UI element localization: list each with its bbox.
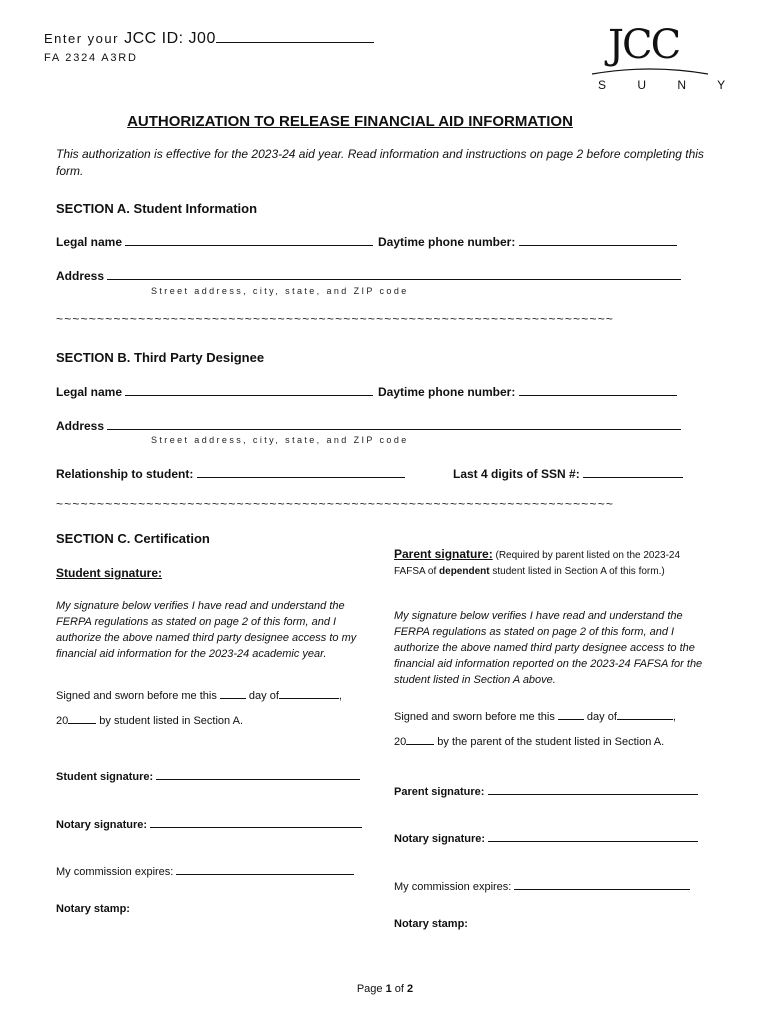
address-label: Address [56, 419, 105, 433]
relationship-row [56, 465, 405, 481]
sworn-text: by the parent of the student listed in Section A. [434, 736, 665, 748]
address-label: Address [56, 269, 105, 283]
student-sworn-year-input[interactable] [68, 711, 96, 724]
phone-label: Daytime phone number: [378, 385, 516, 399]
student-commission-input[interactable] [176, 862, 354, 875]
parent-signature-header [394, 546, 704, 580]
parent-notary-signature-input[interactable] [488, 829, 698, 842]
page-num: 1 [385, 983, 392, 995]
page-title: AUTHORIZATION TO RELEASE FINANCIAL AID INFORMATION [127, 113, 573, 130]
notary-sig-label: Notary signature: [56, 819, 148, 831]
parent-sworn-line-2 [394, 732, 664, 748]
section-b-phone-row [378, 383, 677, 399]
legal-name-label: Legal name [56, 385, 123, 399]
ssn-row [453, 465, 683, 481]
parent-sworn-day-input[interactable] [558, 707, 584, 720]
section-a-legal-name-row [56, 233, 373, 249]
legal-name-label: Legal name [56, 235, 123, 249]
parent-notary-stamp-label: Notary stamp: [394, 918, 468, 930]
intro-text: This authorization is effective for the 2023-24 aid year. Read information and instructions on page 2 before completing this form. [56, 147, 704, 178]
ssn-input[interactable] [583, 465, 683, 478]
parent-statement: My signature below verifies I have read and understand the FERPA regulations as stated on page 2 of this form, and I authorize the above named third party designee access to the financial aid information reported on the 2023-24 FAFSA for the student listed in Section A above. [394, 610, 703, 686]
address-hint: Street address, city, state, and ZIP code [151, 435, 409, 445]
commission-label: My commission expires: [56, 866, 174, 878]
ssn-label: Last 4 digits of SSN #: [453, 467, 580, 481]
jcc-id-field[interactable] [44, 30, 374, 48]
phone-label: Daytime phone number: [378, 235, 516, 249]
parent-note-c: student listed in Section A of this form.) [489, 566, 665, 577]
section-b-heading: SECTION B. Third Party Designee [56, 350, 265, 365]
sworn-text: day of [583, 711, 617, 723]
address-hint: Street address, city, state, and ZIP code [151, 286, 409, 296]
sworn-text: Signed and sworn before me this [394, 711, 558, 723]
jcc-id-prefix: Enter your [44, 31, 125, 46]
student-signature-title: Student signature: [56, 566, 163, 580]
student-statement: My signature below verifies I have read and understand the FERPA regulations as stated on page 2 of this form, and I authorize the above named third party designee access to my financial aid information for the 2023-24 academic year. [56, 600, 357, 660]
page-number [0, 983, 770, 995]
student-legal-name-input[interactable] [125, 233, 373, 246]
jcc-id-label: JCC ID: J00 [124, 30, 216, 47]
logo-main-text: JCC [608, 22, 680, 68]
student-commission-row [56, 862, 354, 878]
section-b-legal-name-row [56, 383, 373, 399]
parent-sworn-month-input[interactable] [617, 707, 673, 720]
relationship-label: Relationship to student: [56, 467, 194, 481]
student-sworn-line-1: Signed and sworn before me this day of , [56, 686, 342, 702]
student-sworn-month-input[interactable] [279, 686, 339, 699]
of-word: of [391, 983, 408, 995]
sworn-text: day of [245, 690, 279, 702]
commission-label: My commission expires: [394, 881, 512, 893]
designee-legal-name-input[interactable] [125, 383, 373, 396]
parent-sig-label: Parent signature: [394, 786, 485, 798]
parent-notary-row [394, 829, 698, 845]
student-sworn-line-2 [56, 711, 243, 727]
student-sworn-day-input[interactable] [220, 686, 246, 699]
parent-commission-input[interactable] [514, 877, 690, 890]
jcc-id-line[interactable] [216, 30, 374, 43]
notary-sig-label: Notary signature: [394, 833, 486, 845]
logo-sub-text: S U N Y [598, 78, 740, 92]
designee-address-input[interactable] [107, 417, 681, 430]
parent-commission-row [394, 877, 690, 893]
student-signature-input[interactable] [156, 767, 360, 780]
sworn-text: Signed and sworn before me this [56, 690, 220, 702]
student-phone-input[interactable] [519, 233, 677, 246]
section-a-phone-row [378, 233, 677, 249]
parent-signature-title: Parent signature: [394, 547, 493, 561]
divider-1: ~~~~~~~~~~~~~~~~~~~~~~~~~~~~~~~~~~~~~~~~~~~~~~~~~~~~~~~~~~~~~~~~~~~~ [56, 312, 615, 326]
parent-sworn-line-1: Signed and sworn before me this day of , [394, 707, 676, 723]
relationship-input[interactable] [197, 465, 405, 478]
divider-2: ~~~~~~~~~~~~~~~~~~~~~~~~~~~~~~~~~~~~~~~~~~~~~~~~~~~~~~~~~~~~~~~~~~~~ [56, 497, 615, 511]
section-a-heading: SECTION A. Student Information [56, 201, 258, 216]
student-notary-stamp-label: Notary stamp: [56, 903, 130, 915]
sworn-text: by student listed in Section A. [96, 715, 244, 727]
parent-signature-input[interactable] [488, 782, 698, 795]
parent-note-a: (Required by parent listed on the 2023-24 FAFSA of [394, 550, 681, 577]
student-sig-row [56, 767, 360, 783]
sworn-text: 20 [394, 736, 407, 748]
jcc-suny-logo [590, 22, 740, 96]
student-sig-label: Student signature: [56, 771, 154, 783]
form-code: FA 2324 A3RD [44, 52, 138, 64]
parent-sworn-year-input[interactable] [406, 732, 434, 745]
parent-note-b: dependent [439, 566, 490, 577]
section-c-heading: SECTION C. Certification [56, 531, 210, 546]
sworn-text: 20 [56, 715, 69, 727]
page-word: Page [356, 983, 386, 995]
section-b-address-row [56, 417, 681, 433]
page-total: 2 [407, 983, 414, 995]
section-a-address-row [56, 267, 681, 283]
student-notary-row [56, 815, 362, 831]
parent-sig-row [394, 782, 698, 798]
designee-phone-input[interactable] [519, 383, 677, 396]
student-address-input[interactable] [107, 267, 681, 280]
student-notary-signature-input[interactable] [150, 815, 362, 828]
